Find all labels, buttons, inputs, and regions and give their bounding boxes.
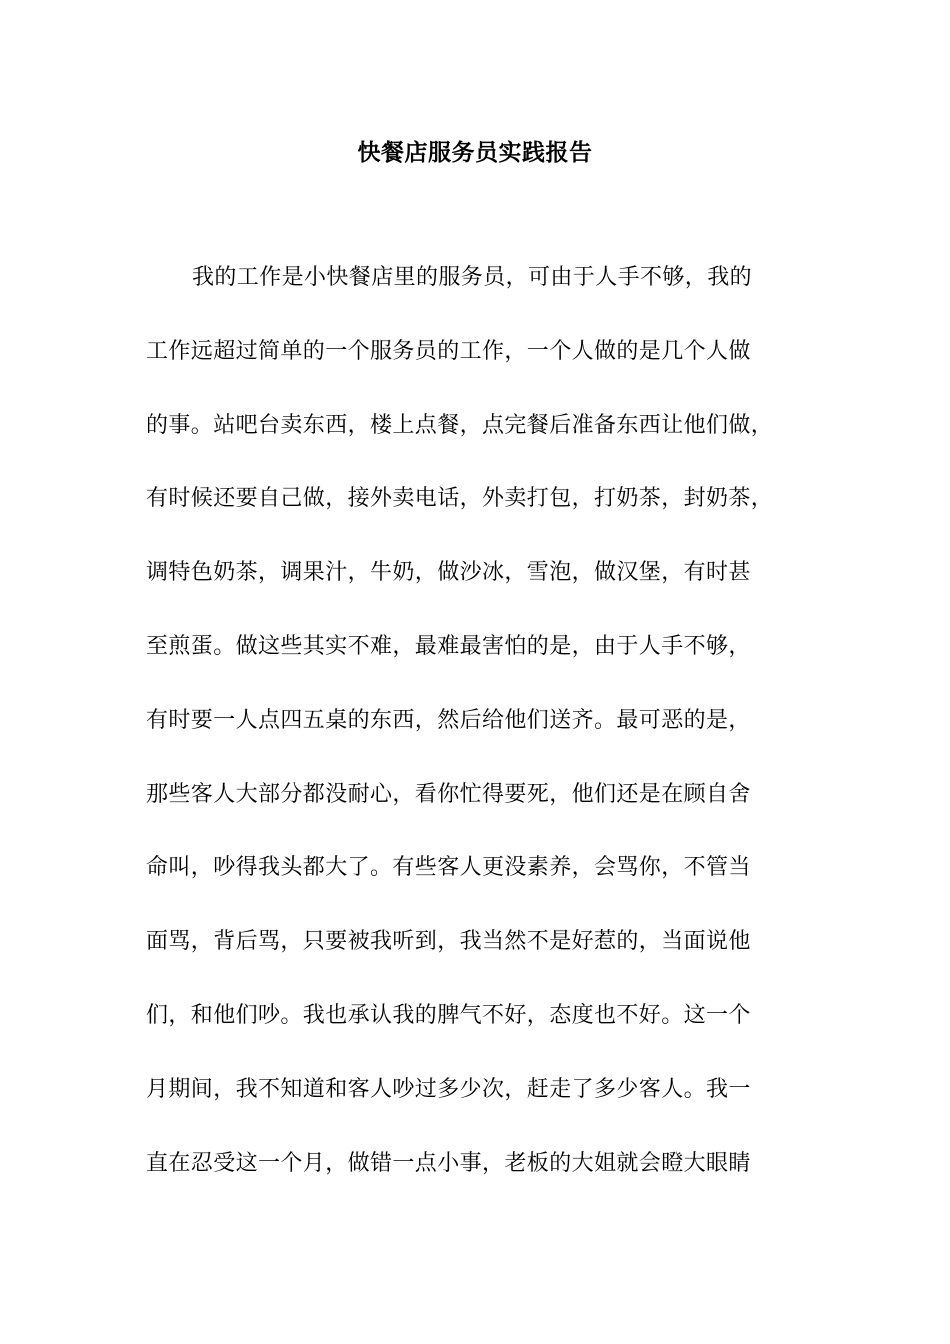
paragraph-line: 的事。站吧台卖东西，楼上点餐，点完餐后准备东西让他们做， [146, 412, 774, 438]
paragraph-line: 那些客人大部分都没耐心，看你忙得要死，他们还是在顾自舍 [146, 781, 751, 807]
paragraph-line: 调特色奶茶，调果汁，牛奶，做沙冰，雪泡，做汉堡，有时甚 [146, 560, 751, 586]
paragraph-line: 工作远超过简单的一个服务员的工作，一个人做的是几个人做 [146, 338, 751, 364]
paragraph-line: 有时候还要自己做，接外卖电话，外卖打包，打奶茶，封奶茶， [146, 486, 774, 512]
paragraph-line: 面骂，背后骂，只要被我听到，我当然不是好惹的，当面说他 [146, 929, 751, 955]
paragraph-line: 命叫，吵得我头都大了。有些客人更没素养，会骂你，不管当 [146, 855, 751, 881]
document-title: 快餐店服务员实践报告 [357, 139, 593, 166]
paragraph-line: 有时要一人点四五桌的东西，然后给他们送齐。最可恶的是， [146, 707, 751, 733]
paragraph-line: 们，和他们吵。我也承认我的脾气不好，态度也不好。这一个 [146, 1002, 751, 1028]
paragraph-line: 月期间，我不知道和客人吵过多少次，赶走了多少客人。我一 [146, 1076, 751, 1102]
paragraph-line: 我的工作是小快餐店里的服务员，可由于人手不够，我的 [192, 265, 753, 290]
paragraph-line: 至煎蛋。做这些其实不难，最难最害怕的是，由于人手不够， [146, 633, 751, 659]
paragraph-line: 直在忍受这一个月，做错一点小事，老板的大姐就会瞪大眼睛 [146, 1150, 751, 1176]
document-body [146, 258, 826, 1217]
